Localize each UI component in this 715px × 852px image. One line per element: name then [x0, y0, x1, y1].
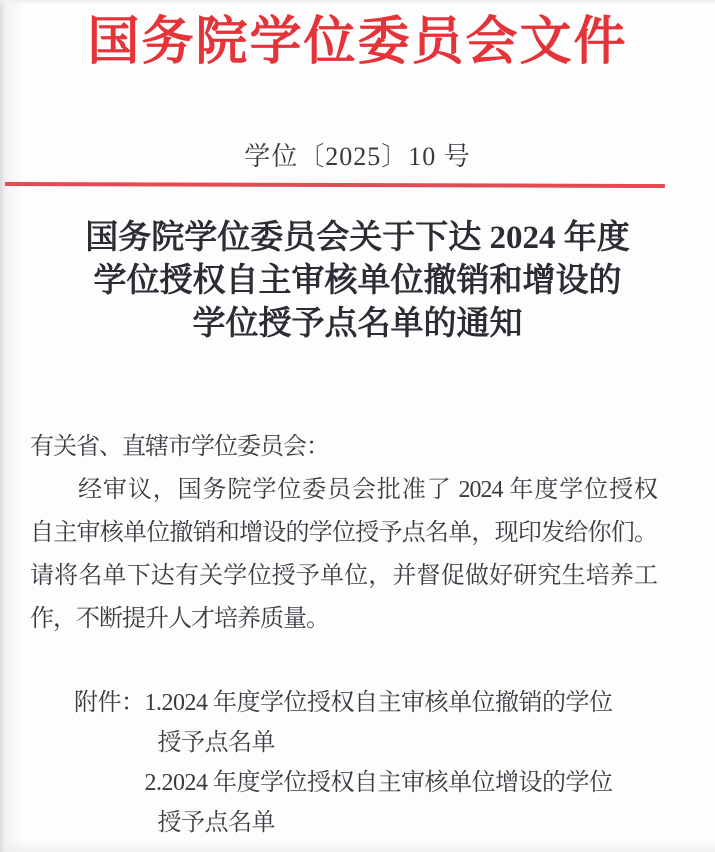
notice-title-line-2: 学位授权自主审核单位撤销和增设的	[93, 263, 622, 299]
notice-title-line-3: 学位授予点名单的通知	[192, 306, 523, 342]
notice-title-line-1: 国务院学位委员会关于下达 2024 年度	[85, 220, 630, 256]
red-header-banner-title: 国务院学位委员会文件	[87, 14, 628, 71]
attachments-list	[145, 683, 658, 843]
salutation-line: 有关省、直辖市学位委员会：	[30, 434, 329, 460]
paragraph-line-1: 经审议，国务院学位委员会批准了 2024 年度学位授权	[78, 477, 657, 503]
attachment-item-1-line-1: 1.2024 年度学位授权自主审核单位撤销的学位	[144, 690, 613, 716]
paragraph-line-4: 作，不断提升人才培养质量。	[30, 606, 329, 632]
attachments-label: 附件：	[74, 690, 145, 716]
document-number: 学位〔2025〕10 号	[244, 142, 471, 171]
attachments-section	[30, 683, 657, 843]
attachment-item-1-line-2: 授予点名单	[157, 730, 275, 756]
attachment-item-2-line-2: 授予点名单	[157, 810, 275, 836]
attachment-item-2-line-1: 2.2024 年度学位授权自主审核单位增设的学位	[144, 770, 613, 796]
notice-title	[0, 217, 715, 346]
red-divider-rule	[5, 182, 665, 188]
paragraph-line-3: 请将名单下达有关学位授予单位，并督促做好研究生培养工	[30, 563, 657, 589]
document-body	[30, 426, 657, 843]
paragraph-line-2: 自主审核单位撤销和增设的学位授予点名单，现印发给你们。	[30, 520, 657, 546]
